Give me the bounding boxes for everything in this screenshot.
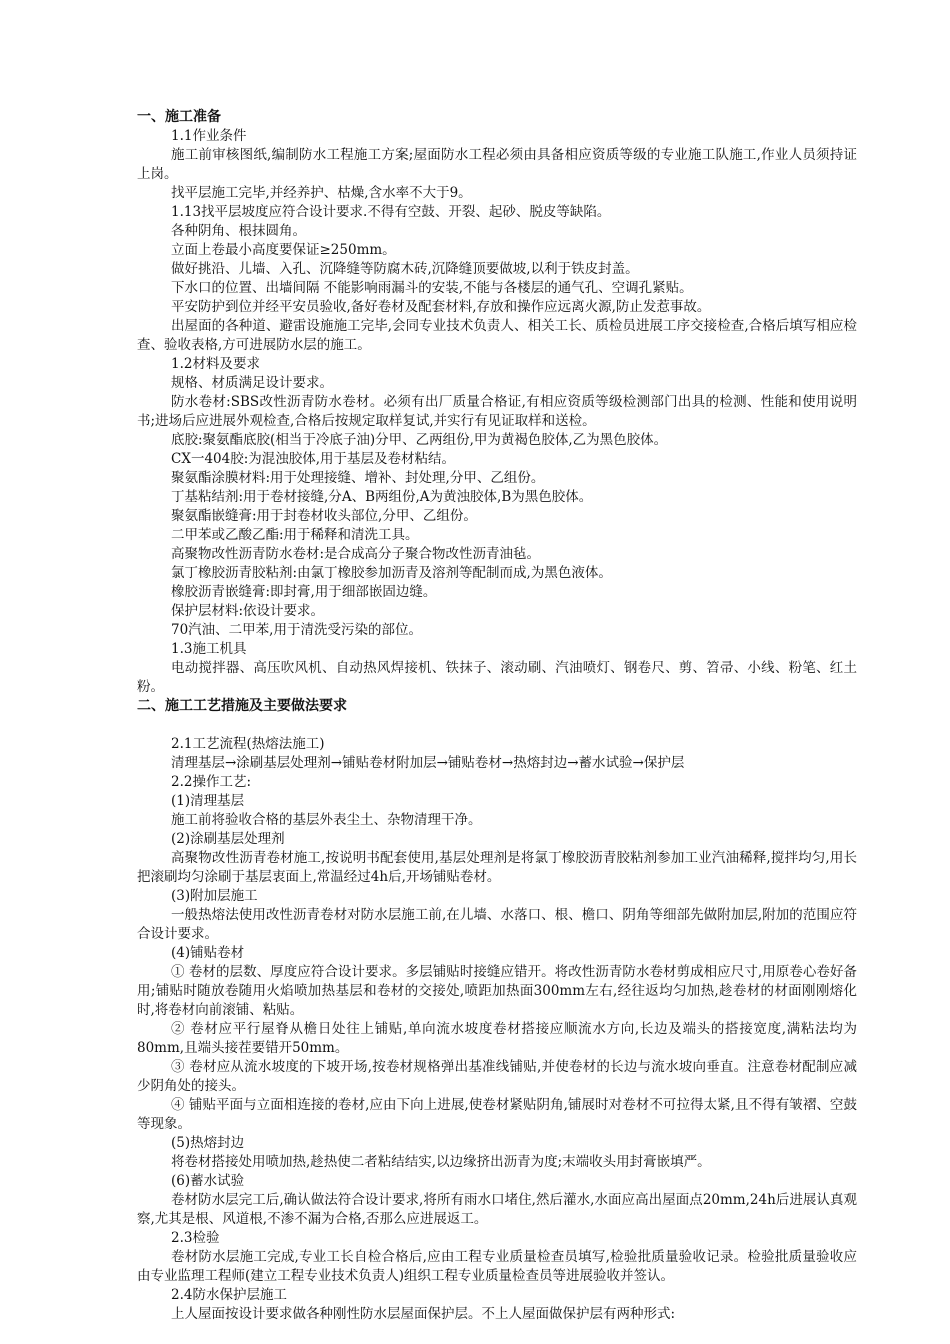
paragraph: 2.1工艺流程(热熔法施工)	[171, 736, 325, 752]
paragraph: 做好挑沿、儿墙、入孔、沉降缝等防腐木砖,沉降缝顶要做坡,以利于铁皮封盖。	[171, 261, 639, 277]
paragraph: 2.3检验	[171, 1230, 220, 1246]
paragraph: CX一404胶:为混浊胶体,用于基层及卷材粘结。	[171, 451, 456, 467]
section-body	[137, 735, 857, 1324]
paragraph: 聚氨酯涂膜材料:用于处理接缝、增补、封处理,分甲、乙组份。	[171, 470, 545, 486]
document-page	[137, 108, 857, 1324]
paragraph: 2.2操作工艺:	[171, 774, 252, 790]
section-body	[137, 127, 857, 697]
paragraph: 二甲苯或乙酸乙酯:用于稀释和清洗工具。	[171, 527, 419, 543]
paragraph: 下水口的位置、出墙间隔 不能影响雨漏斗的安装,不能与各楼层的通气孔、空调孔紧贴。	[171, 280, 693, 296]
paragraph: 高聚物改性沥青卷材施工,按说明书配套使用,基层处理剂是将氯丁橡胶沥青胶粘剂参加工业汽油稀释,搅拌均匀,用长把滚刷均匀涂刷于基层衷面上,常温经过4h后,开场铺贴卷材。	[137, 850, 857, 885]
section-heading: 二、施工工艺措施及主要做法要求	[137, 698, 347, 714]
paragraph: (6)蓄水试验	[171, 1173, 245, 1189]
paragraph: 丁基粘结剂:用于卷材接缝,分A、B两组份,A为黄浊胶体,B为黑色胶体。	[171, 489, 593, 505]
blank-line	[137, 716, 857, 735]
paragraph: 施工前将验收合格的基层外表尘土、杂物清理干净。	[171, 812, 482, 828]
paragraph: 上人屋面按设计要求做各种刚性防水层屋面保护层。不上人屋面做保护层有两种形式:	[171, 1306, 676, 1322]
paragraph: (3)附加层施工	[171, 888, 258, 904]
paragraph: 70汽油、二甲苯,用于清洗受污染的部位。	[171, 622, 422, 638]
paragraph: ③ 卷材应从流水坡度的下坡开场,按卷材规格弹出基准线铺贴,并使卷材的长边与流水坡向垂直。注意卷材配制应减少阴角处的接头。	[137, 1059, 857, 1094]
paragraph: 1.3施工机具	[171, 641, 247, 657]
paragraph: 平安防护到位并经平安员验收,备好卷材及配套材料,存放和操作应远离火源,防止发惹事故。	[171, 299, 711, 315]
section-heading: 一、施工准备	[137, 109, 221, 125]
paragraph: ④ 铺贴平面与立面相连接的卷材,应由下向上进展,使卷材紧贴阴角,铺展时对卷材不可拉得太紧,且不得有皱褶、空鼓等现象。	[137, 1097, 857, 1132]
paragraph: 找平层施工完毕,并经养护、枯燥,含水率不大于9。	[171, 185, 472, 201]
paragraph: 高聚物改性沥青防水卷材:是合成高分子聚合物改性沥青油毡。	[171, 546, 541, 562]
paragraph: (5)热熔封边	[171, 1135, 245, 1151]
paragraph: 氯丁橡胶沥青胶粘剂:由氯丁橡胶参加沥青及溶剂等配制而成,为黑色液体。	[171, 565, 612, 581]
paragraph: 立面上卷最小高度要保证≥250mm。	[171, 242, 396, 258]
paragraph: 各种阴角、根抹圆角。	[171, 223, 306, 239]
paragraph: 橡胶沥青嵌缝膏:即封膏,用于细部嵌固边缝。	[171, 584, 437, 600]
paragraph: 清理基层→涂刷基层处理剂→铺贴卷材附加层→铺贴卷材→热熔封边→蓄水试验→保护层	[171, 755, 685, 771]
paragraph: 卷材防水层施工完成,专业工长自检合格后,应由工程专业质量检查员填写,检验批质量验收记录。检验批质量验收应由专业监理工程师(建立工程专业技术负责人)组织工程专业质量检查员等进展验收并签认。	[137, 1249, 857, 1284]
paragraph: ① 卷材的层数、厚度应符合设计要求。多层铺贴时接缝应错开。将改性沥青防水卷材剪成相应尺寸,用原卷心卷好备用;铺贴时随放卷随用火焰喷加热基层和卷材的交接处,喷距加热面300mm左右,经往返均匀加热,趁卷材的材面刚刚熔化时,将卷材向前滚铺、粘贴。	[137, 964, 857, 1018]
paragraph: 底胶:聚氨酯底胶(相当于冷底子油)分甲、乙两组份,甲为黄褐色胶体,乙为黑色胶体。	[171, 432, 668, 448]
paragraph: 1.1作业条件	[171, 128, 247, 144]
paragraph: ② 卷材应平行屋脊从檐日处往上铺贴,单向流水坡度卷材搭接应顺流水方向,长边及端头的搭接宽度,满粘法均为80mm,且端头接茬要错开50mm。	[137, 1021, 857, 1056]
paragraph: 1.2材料及要求	[171, 356, 260, 372]
paragraph: 出屋面的各种道、避雷设施施工完毕,会同专业技术负责人、相关工长、质检员进展工序交接检查,合格后填写相应检查、验收表格,方可进展防水层的施工。	[137, 318, 857, 353]
paragraph: 聚氨酯嵌缝膏:用于封卷材收头部位,分甲、乙组份。	[171, 508, 477, 524]
paragraph: 一般热熔法使用改性沥青卷材对防水层施工前,在儿墙、水落口、根、檐口、阴角等细部先做附加层,附加的范围应符合设计要求。	[137, 907, 857, 942]
paragraph: 2.4防水保护层施工	[171, 1287, 287, 1303]
paragraph: (1)清理基层	[171, 793, 245, 809]
paragraph: 电动搅拌器、高压吹风机、自动热风焊接机、铁抹子、滚动刷、汽油喷灯、钢卷尺、剪、笤帚、小线、粉笔、红土粉。	[137, 660, 857, 695]
paragraph: (2)涂刷基层处理剂	[171, 831, 285, 847]
paragraph: 保护层材料:依设计要求。	[171, 603, 325, 619]
paragraph: 防水卷材:SBS改性沥青防水卷材。必须有出厂质量合格证,有相应资质等级检测部门出具的检测、性能和使用说明书;进场后应进展外观检查,合格后按规定取样复试,并实行有见证取样和送检。	[137, 394, 857, 429]
paragraph: 卷材防水层完工后,确认做法符合设计要求,将所有雨水口堵住,然后灌水,水面应高出屋面点20mm,24h后进展认真观察,尤其是根、风道根,不渗不漏为合格,否那么应进展返工。	[137, 1192, 857, 1227]
paragraph: 规格、材质满足设计要求。	[171, 375, 333, 391]
paragraph: 1.13找平层坡度应符合设计要求.不得有空鼓、开裂、起砂、脱皮等缺陷。	[171, 204, 611, 220]
paragraph: 施工前审核图纸,编制防水工程施工方案;屋面防水工程必须由具备相应资质等级的专业施工队施工,作业人员须持证上岗。	[137, 147, 857, 182]
paragraph: 将卷材搭接处用喷加热,趁热使二者粘结结实,以边缘挤出沥青为度;末端收头用封膏嵌填严。	[171, 1154, 711, 1170]
paragraph: (4)铺贴卷材	[171, 945, 245, 961]
